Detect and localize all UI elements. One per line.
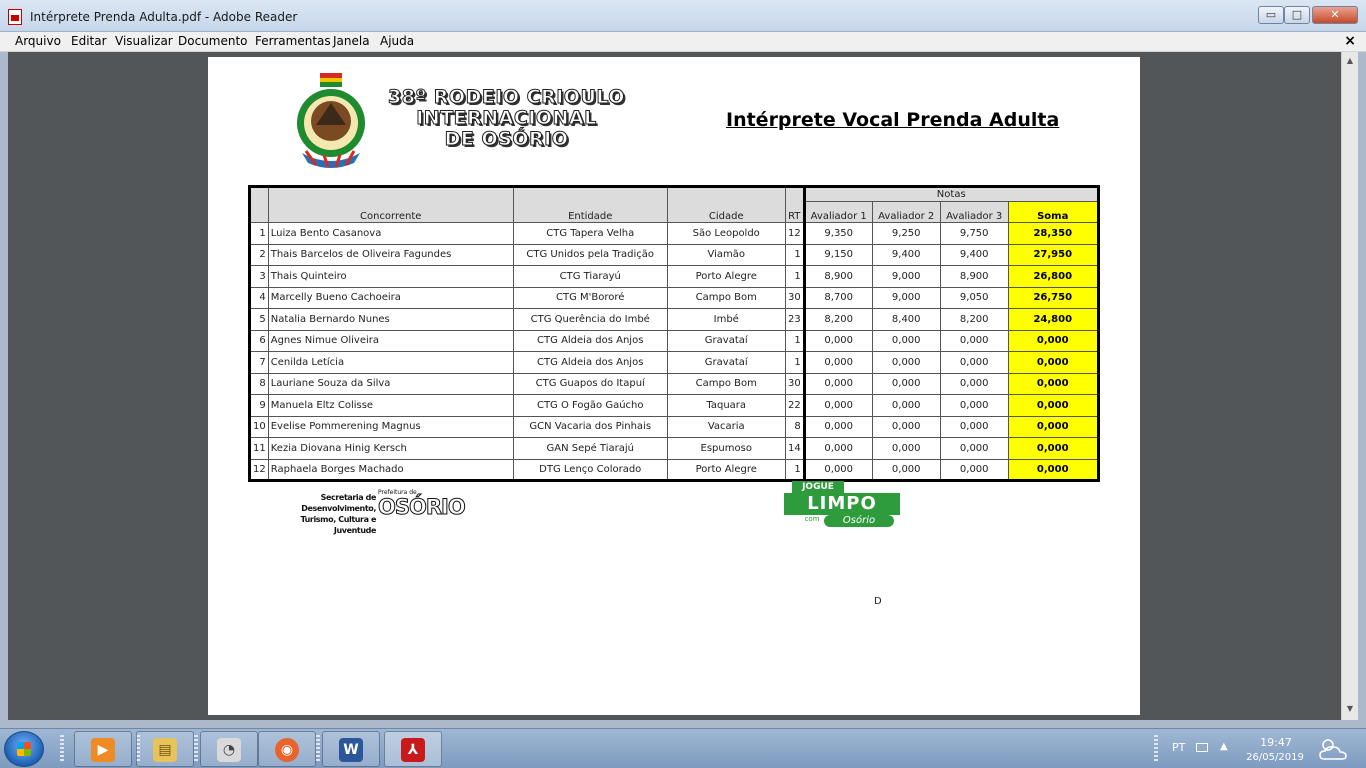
- cidade-cell: Taquara: [667, 395, 785, 417]
- avaliador-3-cell: 0,000: [940, 416, 1008, 438]
- weather-icon[interactable]: [1316, 735, 1350, 763]
- menu-documento[interactable]: Documento: [178, 34, 248, 48]
- secretaria-logo: [290, 489, 465, 535]
- close-window-button[interactable]: ✕: [1312, 6, 1358, 24]
- avaliador-3-cell: 9,050: [940, 287, 1008, 309]
- avaliador-2-cell: 0,000: [872, 395, 940, 417]
- pdf-page: [208, 57, 1140, 715]
- rt-cell: 30: [785, 373, 804, 395]
- avaliador-3-cell: 0,000: [940, 330, 1008, 352]
- soma-cell: 24,800: [1008, 309, 1098, 331]
- entidade-cell: CTG Tapera Velha: [513, 223, 667, 245]
- table-row: [250, 373, 1099, 395]
- row-number: 9: [250, 395, 269, 417]
- avaliador-2-cell: 0,000: [872, 459, 940, 481]
- header-concorrente: Concorrente: [268, 187, 513, 223]
- header-soma: Soma: [1008, 202, 1098, 223]
- avaliador-2-cell: 0,000: [872, 438, 940, 460]
- avaliador-1-cell: 8,700: [804, 287, 872, 309]
- avaliador-1-cell: 0,000: [804, 438, 872, 460]
- concorrente-cell: Thais Quinteiro: [268, 266, 513, 288]
- logo-line-2: INTERNACIONAL: [416, 107, 597, 129]
- concorrente-cell: Manuela Eltz Colisse: [268, 395, 513, 417]
- header-rt: RT: [785, 187, 804, 223]
- cidade-cell: Vacaria: [667, 416, 785, 438]
- cidade-cell: Espumoso: [667, 438, 785, 460]
- avaliador-3-cell: 0,000: [940, 438, 1008, 460]
- soma-cell: 0,000: [1008, 459, 1098, 481]
- avaliador-1-cell: 8,200: [804, 309, 872, 331]
- soma-cell: 26,750: [1008, 287, 1098, 309]
- cidade-cell: Imbé: [667, 309, 785, 331]
- avaliador-1-cell: 9,150: [804, 244, 872, 266]
- cidade-cell: Campo Bom: [667, 287, 785, 309]
- results-table: [248, 185, 1100, 482]
- table-row: [250, 330, 1099, 352]
- avaliador-2-cell: 0,000: [872, 330, 940, 352]
- soma-cell: 27,950: [1008, 244, 1098, 266]
- avaliador-3-cell: 9,750: [940, 223, 1008, 245]
- rt-cell: 8: [785, 416, 804, 438]
- entidade-cell: CTG Querência do Imbé: [513, 309, 667, 331]
- rt-cell: 30: [785, 287, 804, 309]
- concorrente-cell: Cenilda Letícia: [268, 352, 513, 374]
- row-number: 1: [250, 223, 269, 245]
- avaliador-1-cell: 0,000: [804, 395, 872, 417]
- scroll-up-icon[interactable]: ▲: [1346, 56, 1354, 65]
- concorrente-cell: Marcelly Bueno Cachoeira: [268, 287, 513, 309]
- avaliador-2-cell: 9,250: [872, 223, 940, 245]
- menu-ajuda[interactable]: Ajuda: [380, 34, 415, 48]
- avaliador-3-cell: 8,900: [940, 266, 1008, 288]
- entidade-cell: CTG Unidos pela Tradição: [513, 244, 667, 266]
- secretaria-line-2: Turismo, Cultura e Juventude: [300, 515, 376, 535]
- concorrente-cell: Thais Barcelos de Oliveira Fagundes: [268, 244, 513, 266]
- media-player-icon: ▶: [91, 738, 115, 762]
- keyboard-icon[interactable]: [1196, 743, 1208, 752]
- cidade-cell: Gravataí: [667, 352, 785, 374]
- menu-arquivo[interactable]: Arquivo: [15, 34, 61, 48]
- avaliador-1-cell: 9,350: [804, 223, 872, 245]
- table-row: [250, 459, 1099, 481]
- rt-cell: 22: [785, 395, 804, 417]
- concorrente-cell: Luiza Bento Casanova: [268, 223, 513, 245]
- avaliador-2-cell: 0,000: [872, 416, 940, 438]
- header-avaliador-1: Avaliador 1: [804, 202, 872, 223]
- header-number: [250, 187, 269, 223]
- soma-cell: 28,350: [1008, 223, 1098, 245]
- cidade-cell: São Leopoldo: [667, 223, 785, 245]
- rt-cell: 1: [785, 352, 804, 374]
- avaliador-2-cell: 0,000: [872, 352, 940, 374]
- avaliador-1-cell: 0,000: [804, 416, 872, 438]
- prefeitura-label: Prefeitura de: [378, 489, 417, 496]
- avaliador-2-cell: 8,400: [872, 309, 940, 331]
- avaliador-1-cell: 0,000: [804, 352, 872, 374]
- avaliador-3-cell: 8,200: [940, 309, 1008, 331]
- close-document-icon[interactable]: ×: [1344, 33, 1356, 49]
- cidade-cell: Porto Alegre: [667, 459, 785, 481]
- window-title: Intérprete Prenda Adulta.pdf - Adobe Reader: [30, 10, 298, 24]
- taskbar-recovery-tool[interactable]: [200, 731, 258, 767]
- cidade-cell: Gravataí: [667, 330, 785, 352]
- rt-cell: 14: [785, 438, 804, 460]
- taskbar-file-explorer[interactable]: [136, 731, 194, 767]
- soma-cell: 0,000: [1008, 438, 1098, 460]
- table-row: [250, 244, 1099, 266]
- avaliador-1-cell: 8,900: [804, 266, 872, 288]
- clock-date: 26/05/2019: [1246, 752, 1304, 763]
- row-number: 3: [250, 266, 269, 288]
- cidade-cell: Porto Alegre: [667, 266, 785, 288]
- avaliador-3-cell: 0,000: [940, 373, 1008, 395]
- table-row: [250, 395, 1099, 417]
- show-hidden-icons-icon[interactable]: ▲: [1220, 741, 1228, 752]
- logo-line-3: DE OSÓRIO: [444, 128, 569, 150]
- clock-time: 19:47: [1260, 736, 1292, 749]
- avaliador-2-cell: 9,400: [872, 244, 940, 266]
- concorrente-cell: Agnes Nimue Oliveira: [268, 330, 513, 352]
- menu-ferramentas[interactable]: Ferramentas: [255, 34, 331, 48]
- cidade-cell: Viamão: [667, 244, 785, 266]
- concorrente-cell: Evelise Pommerening Magnus: [268, 416, 513, 438]
- soma-cell: 0,000: [1008, 373, 1098, 395]
- table-row: [250, 223, 1099, 245]
- row-number: 7: [250, 352, 269, 374]
- table-row: [250, 416, 1099, 438]
- entidade-cell: DTG Lenço Colorado: [513, 459, 667, 481]
- row-number: 5: [250, 309, 269, 331]
- secretaria-line-1: Secretaria de Desenvolvimento,: [301, 493, 376, 513]
- concorrente-cell: Lauriane Souza da Silva: [268, 373, 513, 395]
- start-button[interactable]: [4, 731, 44, 767]
- soma-cell: 0,000: [1008, 352, 1098, 374]
- taskbar-grip[interactable]: [316, 735, 320, 763]
- rodeio-emblem-logo: [294, 73, 368, 169]
- avaliador-1-cell: 0,000: [804, 373, 872, 395]
- entidade-cell: CTG Tiarayú: [513, 266, 667, 288]
- avaliador-2-cell: 9,000: [872, 287, 940, 309]
- entidade-cell: CTG M'Bororé: [513, 287, 667, 309]
- menu-janela[interactable]: Janela: [333, 34, 370, 48]
- row-number: 2: [250, 244, 269, 266]
- table-row: [250, 438, 1099, 460]
- rt-cell: 1: [785, 266, 804, 288]
- taskbar-adobe-reader[interactable]: [384, 731, 442, 767]
- rt-cell: 12: [785, 223, 804, 245]
- word-icon: W: [339, 738, 363, 762]
- rt-cell: 1: [785, 459, 804, 481]
- row-number: 8: [250, 373, 269, 395]
- taskbar-media-player[interactable]: [74, 731, 132, 767]
- menu-visualizar[interactable]: Visualizar: [115, 34, 173, 48]
- window-title-bar[interactable]: [0, 0, 1366, 32]
- row-number: 12: [250, 459, 269, 481]
- entidade-cell: CTG O Fogão Gaúcho: [513, 395, 667, 417]
- soma-cell: 0,000: [1008, 395, 1098, 417]
- adobe-reader-icon: ⅄: [401, 738, 425, 762]
- avaliador-2-cell: 0,000: [872, 373, 940, 395]
- recovery-tool-icon: ◔: [217, 738, 241, 762]
- table-row: [250, 309, 1099, 331]
- language-indicator[interactable]: PT: [1172, 741, 1186, 754]
- soma-cell: 0,000: [1008, 330, 1098, 352]
- jogue-label: JOGUE: [792, 481, 844, 493]
- avaliador-2-cell: 9,000: [872, 266, 940, 288]
- avaliador-3-cell: 0,000: [940, 352, 1008, 374]
- header-cidade: Cidade: [667, 187, 785, 223]
- rodeio-title-logo: [374, 87, 639, 150]
- avaliador-3-cell: 0,000: [940, 395, 1008, 417]
- firefox-icon: ◉: [275, 738, 299, 762]
- taskbar-grip[interactable]: [194, 735, 198, 763]
- soma-cell: 26,800: [1008, 266, 1098, 288]
- row-number: 4: [250, 287, 269, 309]
- cidade-cell: Campo Bom: [667, 373, 785, 395]
- table-row: [250, 266, 1099, 288]
- avaliador-1-cell: 0,000: [804, 330, 872, 352]
- concorrente-cell: Natalia Bernardo Nunes: [268, 309, 513, 331]
- minimize-button[interactable]: ▭: [1258, 6, 1284, 24]
- header-notas: Notas: [804, 187, 1098, 202]
- taskbar-firefox[interactable]: [258, 731, 316, 767]
- menu-editar[interactable]: Editar: [71, 34, 107, 48]
- limpo-label: LIMPO: [784, 493, 900, 515]
- header-avaliador-3: Avaliador 3: [940, 202, 1008, 223]
- rt-cell: 23: [785, 309, 804, 331]
- maximize-button[interactable]: □: [1284, 6, 1310, 24]
- jogue-limpo-logo: [784, 481, 900, 529]
- results-table-body: [250, 223, 1099, 481]
- row-number: 11: [250, 438, 269, 460]
- avaliador-3-cell: 9,400: [940, 244, 1008, 266]
- entidade-cell: CTG Aldeia dos Anjos: [513, 352, 667, 374]
- menu-bar: [0, 32, 1366, 52]
- taskbar: [0, 728, 1366, 768]
- taskbar-grip[interactable]: [60, 735, 64, 763]
- concorrente-cell: Raphaela Borges Machado: [268, 459, 513, 481]
- vertical-scrollbar[interactable]: [1341, 52, 1358, 720]
- stray-text: D: [874, 596, 882, 607]
- table-row: [250, 352, 1099, 374]
- entidade-cell: CTG Guapos do Itapuí: [513, 373, 667, 395]
- concorrente-cell: Kezia Diovana Hinig Kersch: [268, 438, 513, 460]
- folder-icon: ▤: [153, 738, 177, 762]
- document-title: Intérprete Vocal Prenda Adulta: [726, 109, 1060, 131]
- com-label: com: [804, 515, 820, 523]
- pdf-file-icon: [8, 9, 22, 25]
- row-number: 6: [250, 330, 269, 352]
- table-row: [250, 287, 1099, 309]
- scroll-down-icon[interactable]: ▼: [1346, 704, 1354, 713]
- avaliador-1-cell: 0,000: [804, 459, 872, 481]
- header-avaliador-2: Avaliador 2: [872, 202, 940, 223]
- entidade-cell: GAN Sepé Tiarajú: [513, 438, 667, 460]
- row-number: 10: [250, 416, 269, 438]
- entidade-cell: CTG Aldeia dos Anjos: [513, 330, 667, 352]
- entidade-cell: GCN Vacaria dos Pinhais: [513, 416, 667, 438]
- taskbar-word[interactable]: [322, 731, 380, 767]
- tray-grip[interactable]: [1154, 735, 1158, 763]
- avaliador-3-cell: 0,000: [940, 459, 1008, 481]
- soma-cell: 0,000: [1008, 416, 1098, 438]
- header-entidade: Entidade: [513, 187, 667, 223]
- osorio-wordmark: OSÓRIO: [378, 495, 465, 519]
- rt-cell: 1: [785, 244, 804, 266]
- rt-cell: 1: [785, 330, 804, 352]
- osorio-label: Osório: [824, 515, 894, 527]
- logo-line-1: 38º RODEIO CRIOULO: [388, 86, 625, 108]
